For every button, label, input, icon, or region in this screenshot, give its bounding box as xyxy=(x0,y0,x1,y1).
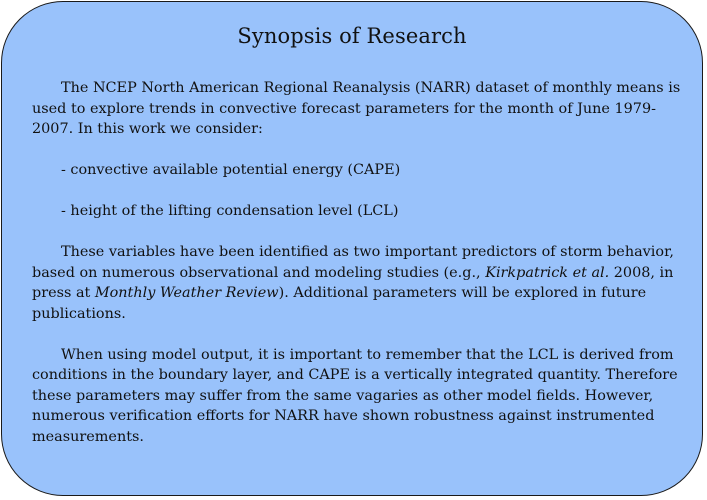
panel-title: Synopsis of Research xyxy=(237,24,467,48)
predictors-text-part1: These variables have been identified as two important predictors of storm behavior, based on numerous observational and modeling studies (e.g., xyxy=(32,244,674,281)
predictors-text-part3: ). Additional parameters will be explored in future publications. xyxy=(32,285,647,322)
predictors-paragraph xyxy=(32,242,682,324)
list-item-cape: - convective available potential energy (CAPE) xyxy=(61,162,401,178)
predictors-text-part2: 2008, in press at xyxy=(32,264,674,301)
synopsis-body xyxy=(32,78,682,447)
model-output-paragraph: When using model output, it is important to remember that the LCL is derived from conditions in the boundary layer, and CAPE is a vertically integrated quantity. Therefore these parameters may suffer from the same vagaries as other model fields. However, numerous verification efforts for NARR have shown robustness against instrumented measurements. xyxy=(32,346,678,445)
journal-name: Monthly Weather Review xyxy=(94,285,279,301)
intro-paragraph: The NCEP North American Regional Reanalysis (NARR) dataset of monthly means is used to explore trends in convective forecast parameters for the month of June 1979-2007. In this work we consider: xyxy=(32,80,681,137)
synopsis-panel xyxy=(1,1,703,496)
citation-authors: Kirkpatrick et al. xyxy=(485,264,610,281)
list-item-lcl: - height of the lifting condensation level (LCL) xyxy=(61,203,399,219)
